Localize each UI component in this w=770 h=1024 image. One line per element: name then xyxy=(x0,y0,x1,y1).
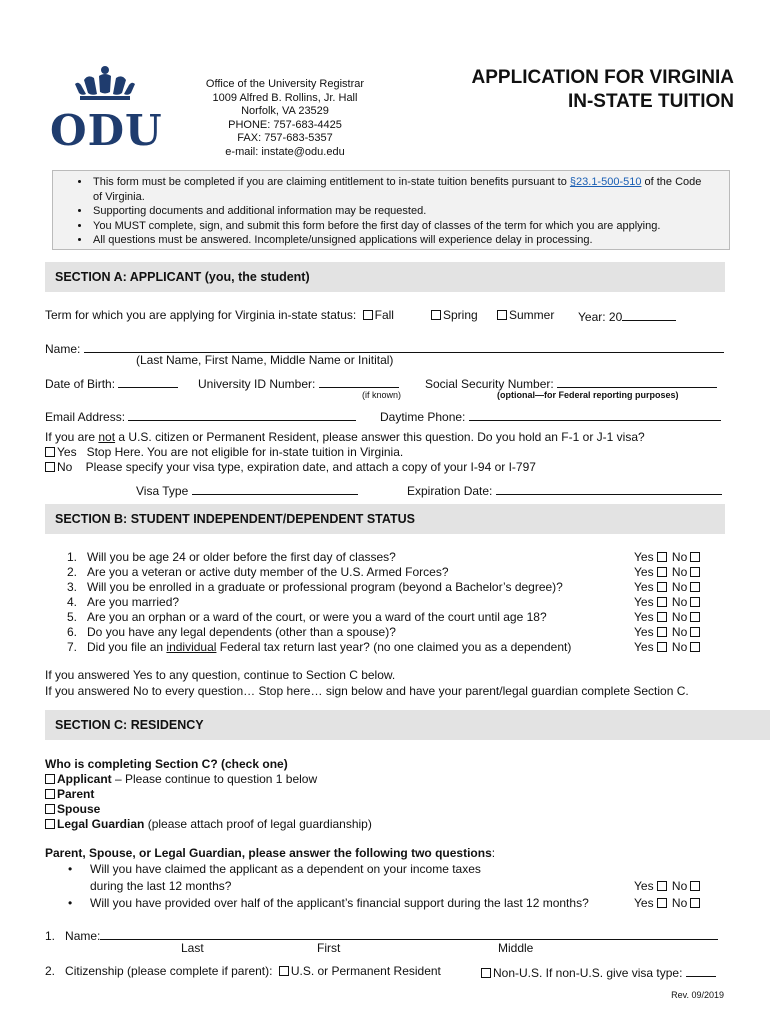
section-b-header xyxy=(45,504,725,534)
no-checkbox[interactable] xyxy=(690,642,700,652)
yes-no-4: Yes No xyxy=(634,595,702,609)
visa-no-checkbox[interactable] xyxy=(45,462,55,472)
ssn-field xyxy=(425,375,717,391)
no-checkbox[interactable] xyxy=(690,552,700,562)
spring-label: Spring xyxy=(443,308,478,322)
status-question-6: 6. Do you have any legal dependents (other than a spouse)? xyxy=(67,625,396,639)
section-a-title: SECTION A: APPLICANT (you, the student) xyxy=(55,270,310,284)
status-question-1: 1. Will you be age 24 or older before the first day of classes? xyxy=(67,550,396,564)
psg-yes-no-2: Yes No xyxy=(634,896,702,910)
visa-type-input[interactable] xyxy=(192,482,358,495)
yes-checkbox[interactable] xyxy=(657,552,667,562)
section-b-title: SECTION B: STUDENT INDEPENDENT/DEPENDENT STATUS xyxy=(55,512,415,526)
visa-yes-row xyxy=(42,445,403,459)
office-line: Norfolk, VA 23529 xyxy=(241,105,329,117)
fall-label: Fall xyxy=(374,308,394,322)
summer-option xyxy=(494,308,554,322)
residency-name-row: 1. Name: xyxy=(45,927,718,943)
non-us-checkbox[interactable] xyxy=(481,968,491,978)
yes-checkbox[interactable] xyxy=(657,627,667,637)
citizenship-row: 2. Citizenship (please complete if parent): U.S. or Permanent Resident xyxy=(45,964,441,978)
office-line: FAX: 757-683-5357 xyxy=(237,132,333,144)
office-line: 1009 Alfred B. Rollins, Jr. Hall xyxy=(212,91,358,104)
guardian-checkbox[interactable] xyxy=(45,819,55,829)
status-question-7: 7. Did you file an individual Federal tax return last year? (no one claimed you as a dependent) xyxy=(67,640,572,654)
ssn-hint: (optional—for Federal reporting purposes) xyxy=(497,390,679,400)
visa-type-input-c[interactable] xyxy=(686,964,716,977)
year-label: Year: 20 xyxy=(578,310,623,324)
no-checkbox[interactable] xyxy=(690,567,700,577)
visa-type-label: Visa Type xyxy=(136,484,189,498)
spring-checkbox[interactable] xyxy=(431,310,441,320)
title-line-1: APPLICATION FOR VIRGINIA xyxy=(471,67,734,88)
uid-hint: (if known) xyxy=(362,390,402,400)
psg-question-1-cont: during the last 12 months? xyxy=(90,879,232,893)
visa-no-label: No Please specify your visa type, expiration date, and attach a copy of your I-94 or I-797 xyxy=(57,460,536,474)
yes-no-3: Yes No xyxy=(634,580,702,594)
term-label: Term for which you are applying for Virginia in-state status: xyxy=(45,308,357,322)
dob-field xyxy=(45,375,178,391)
email-field xyxy=(45,408,356,424)
section-c-title: SECTION C: RESIDENCY xyxy=(55,718,204,732)
revision-date: Rev. 09/2019 xyxy=(671,990,724,1000)
code-link[interactable]: §23.1-500-510 xyxy=(569,176,642,188)
yes-no-7: Yes No xyxy=(634,640,702,654)
parent-option: Parent xyxy=(42,787,94,801)
name-label: Name: xyxy=(45,342,81,356)
yes-no-5: Yes No xyxy=(634,610,702,624)
uid-field xyxy=(198,375,399,391)
no-checkbox[interactable] xyxy=(690,582,700,592)
office-line: PHONE: 757-683-4425 xyxy=(228,118,342,131)
name-hint: (Last Name, First Name, Middle Name or Initital) xyxy=(136,353,394,367)
no-checkbox[interactable] xyxy=(690,881,700,891)
yes-checkbox[interactable] xyxy=(657,567,667,577)
email-input[interactable] xyxy=(128,408,356,421)
non-us-option: Non-U.S. If non-U.S. give visa type: xyxy=(478,964,716,980)
instruction-item: • Supporting documents and additional information may be requested. xyxy=(91,204,729,219)
yes-checkbox[interactable] xyxy=(657,612,667,622)
status-question-4: 4. Are you married? xyxy=(67,595,180,609)
instruction-item: • You MUST complete, sign, and submit this form before the first day of classes of the term for which you are applying. xyxy=(91,219,729,234)
instructions-box xyxy=(52,170,730,250)
year-field xyxy=(578,308,676,324)
office-line: e-mail: instate@odu.edu xyxy=(225,145,345,158)
uid-label: University ID Number: xyxy=(198,377,316,391)
registrar-address xyxy=(175,78,395,159)
term-row xyxy=(45,308,394,322)
dob-input[interactable] xyxy=(118,375,178,388)
visa-yes-checkbox[interactable] xyxy=(45,447,55,457)
guardian-option: Legal Guardian (please attach proof of legal guardianship) xyxy=(42,817,372,831)
dob-label: Date of Birth: xyxy=(45,377,116,391)
email-label: Email Address: xyxy=(45,410,126,424)
spouse-option: Spouse xyxy=(42,802,100,816)
ssn-label: Social Security Number: xyxy=(425,377,554,391)
section-a-header xyxy=(45,262,725,292)
last-hint: Last xyxy=(181,941,204,955)
applicant-option: Applicant – Please continue to question 1 below xyxy=(42,772,317,786)
yes-no-2: Yes No xyxy=(634,565,702,579)
spring-option xyxy=(428,308,478,322)
residency-name-input[interactable] xyxy=(100,927,718,940)
phone-field xyxy=(380,408,721,424)
no-checkbox[interactable] xyxy=(690,612,700,622)
expiration-field xyxy=(407,482,722,498)
yes-checkbox[interactable] xyxy=(657,642,667,652)
office-line: Office of the University Registrar xyxy=(205,78,365,90)
expiration-label: Expiration Date: xyxy=(407,484,493,498)
no-checkbox[interactable] xyxy=(690,898,700,908)
visa-type-field xyxy=(136,482,358,498)
who-completing-label: Who is completing Section C? (check one) xyxy=(45,757,288,771)
spouse-checkbox[interactable] xyxy=(45,804,55,814)
status-question-5: 5. Are you an orphan or a ward of the court, or were you a ward of the court until age 18? xyxy=(67,610,547,624)
phone-input[interactable] xyxy=(469,408,721,421)
yes-checkbox[interactable] xyxy=(657,582,667,592)
expiration-input[interactable] xyxy=(496,482,722,495)
visa-no-row xyxy=(42,460,536,474)
form-title xyxy=(472,66,734,114)
psg-instructions: Parent, Spouse, or Legal Guardian, please answer the following two questions: xyxy=(45,846,496,860)
phone-label: Daytime Phone: xyxy=(380,410,466,424)
section-b-note-1: If you answered Yes to any question, continue to Section C below. xyxy=(45,668,396,682)
psg-yes-no-1: Yes No xyxy=(634,879,702,893)
visa-yes-label: Yes Stop Here. You are not eligible for in-state tuition in Virginia. xyxy=(57,445,404,459)
yes-checkbox[interactable] xyxy=(657,898,667,908)
parent-checkbox[interactable] xyxy=(45,789,55,799)
year-input[interactable] xyxy=(622,308,676,321)
yes-checkbox[interactable] xyxy=(657,597,667,607)
summer-label: Summer xyxy=(509,308,555,322)
section-c-header xyxy=(45,710,770,740)
middle-hint: Middle xyxy=(498,941,534,955)
title-line-2: IN-STATE TUITION xyxy=(567,91,734,112)
yes-checkbox[interactable] xyxy=(657,881,667,891)
applicant-checkbox[interactable] xyxy=(45,774,55,784)
instruction-item: • All questions must be answered. Incomplete/unsigned applications will experience delay in processing. xyxy=(91,233,729,248)
psg-question-1: • Will you have claimed the applicant as a dependent on your income taxes xyxy=(90,862,481,876)
ssn-input[interactable] xyxy=(557,375,717,388)
no-checkbox[interactable] xyxy=(690,597,700,607)
odu-logo xyxy=(50,62,163,158)
visa-question: If you are not a U.S. citizen or Permanent Resident, please answer this question. Do you hold an F-1 or J-1 visa? xyxy=(45,430,645,444)
instruction-item: • This form must be completed if you are claiming entitlement to in-state tuition benefits pursuant to §23.1-500-510 of the Code of Virginia. xyxy=(91,175,729,204)
status-question-2: 2. Are you a veteran or active duty member of the U.S. Armed Forces? xyxy=(67,565,449,579)
us-resident-checkbox[interactable] xyxy=(279,966,289,976)
status-question-3: 3. Will you be enrolled in a graduate or professional program (beyond a Bachelor’s degree)? xyxy=(67,580,563,594)
uid-input[interactable] xyxy=(319,375,399,388)
fall-checkbox[interactable] xyxy=(363,310,373,320)
yes-no-6: Yes No xyxy=(634,625,702,639)
psg-question-2: • Will you have provided over half of the applicant’s financial support during the last 12 months? xyxy=(90,896,589,910)
yes-no-1: Yes No xyxy=(634,550,702,564)
no-checkbox[interactable] xyxy=(690,627,700,637)
first-hint: First xyxy=(317,941,341,955)
logo-text: ODU xyxy=(50,106,163,155)
section-b-note-2: If you answered No to every question… Stop here… sign below and have your parent/legal guardian complete Section C. xyxy=(45,684,689,698)
name-input[interactable] xyxy=(84,340,724,353)
summer-checkbox[interactable] xyxy=(497,310,507,320)
